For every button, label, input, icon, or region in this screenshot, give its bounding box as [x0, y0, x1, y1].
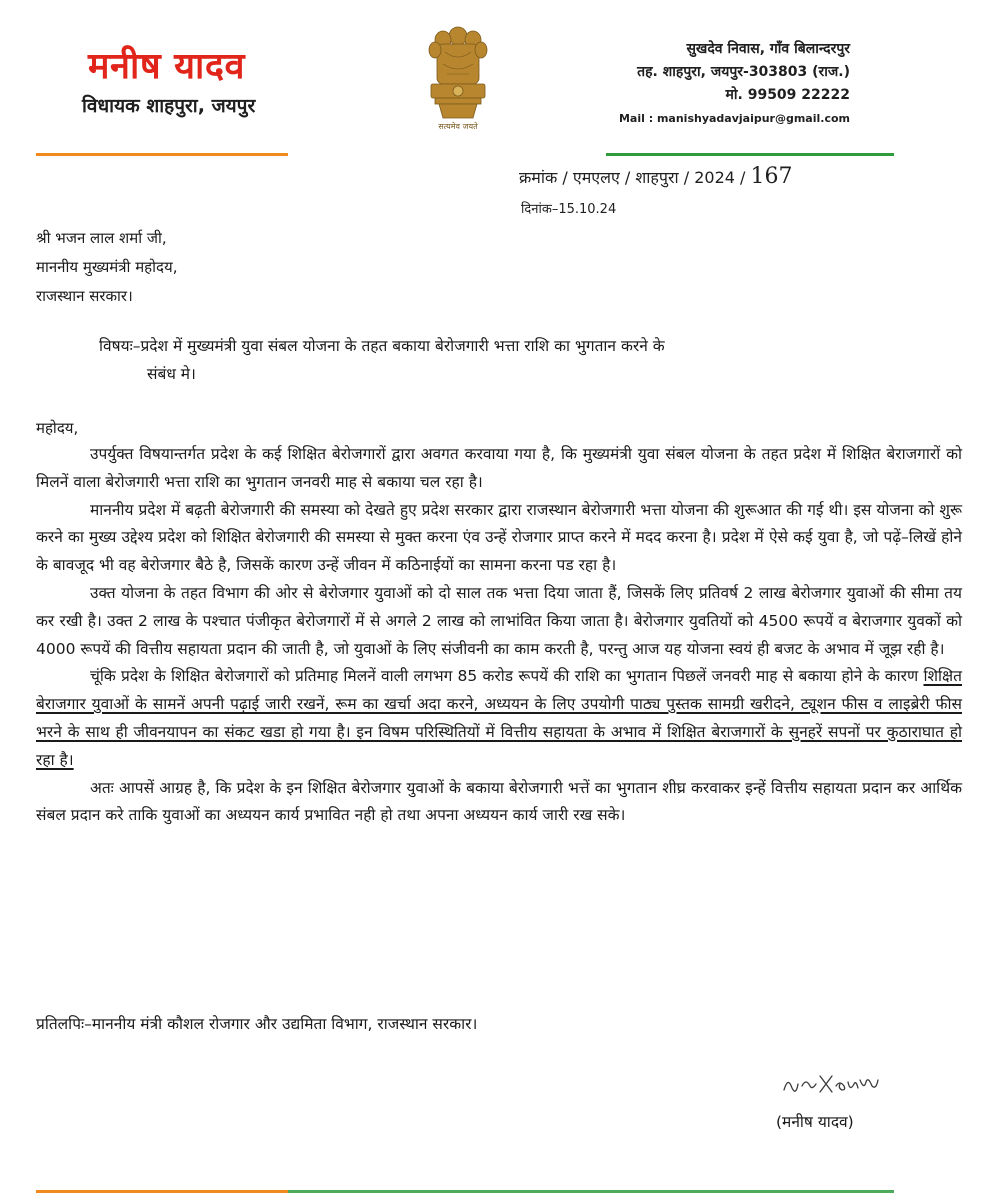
subject-line-2: संबंध मे। [147, 365, 196, 383]
body-paragraph-2: माननीय प्रदेश में बढ़ती बेरोजगारी की समस्या को देखते हुए प्रदेश सरकार द्वारा राजस्थान बेरोजगारी भत्ता योजना की शुरूआत की गई थी। इस योजना को शुरू करने का मुख्य उद्देश्य प्रदेश को शिक्षित बेरोजगारी की समस्या से मुक्त करना एंव उन्हें रोजगार प्राप्त करने में मदद करना है। प्रदेश में ऐसे कई युवा है, जो पढ़ें–लिखें होने के बावजूद भी वह बेरोजगार बैठे है, जिसकें कारण उन्हें जीवन में कठिनाईयों का सामना करना पड रहा है। [36, 500, 962, 575]
copy-to: प्रतिलपिः–माननीय मंत्री कौशल रोजगार और उद्यमिता विभाग, राजस्थान सरकार। [36, 1015, 478, 1033]
body-paragraph-3: उक्त योजना के तहत विभाग की ओर से बेरोजगार युवाओं को दो साल तक भत्ता दिया जाता हैं, जिसकें लिए प्रतिवर्ष 2 लाख बेरोजगार युवाओं की सीमा तय कर रखी है। उक्त 2 लाख के पश्चात पंजीकृत बेरोजगारों में से अगले 2 लाख को लाभांवित किया जाता है। बेरोजगार युवतियों को 4500 रूपयें व बेराजगार युवकों को 4000 रूपयें की वित्तीय सहायता प्रदान की जाती है, जो युवाओं के लिए संजीवनी का काम करती है, परन्तु आज यह योजना स्वयं ही बजट के अभाव में जूझ रही है। [36, 583, 962, 658]
body-paragraph-4-underlined: शिक्षित बेराजगार युवाओं के सामनें अपनी पढ़ाई जारी रखनें, रूम का खर्चा अदा करने, अध्ययन के लिए उपयोगी पाठ्य पुस्तक सामग्री खरीदने, ट्यूशन फीस व लाइब्रेरी फीस भरने के साथ ही जीवनयापन का संकट खडा हो गया है। इन विषम परिस्थितियों में वित्तीय सहायता के अभाव में शिक्षित बेराजगारों के सुनहरें सपनों पर कुठाराघात हो रहा है। [36, 667, 962, 769]
handwritten-signature [780, 1062, 890, 1098]
emblem-motto: सत्यमेव जयते [438, 122, 478, 131]
signatory-name: (मनीष यादव) [776, 1113, 854, 1131]
subject-line-1: विषयः–प्रदेश में मुख्यमंत्री युवा संबल योजना के तहत बकाया बेरोजगारी भत्ता राशि का भुगतान करने के [99, 337, 665, 355]
salutation: महोदय, [36, 419, 79, 437]
body-paragraph-1: उपर्युक्त विषयान्तर्गत प्रदेश के कई शिक्षित बेरोजगारों द्वारा अवगत करवाया गया है, कि मुख्यमंत्री युवा संबल योजना के तहत प्रदेश में शिक्षित बेराजगारों को मिलनें वाला बेरोजगारी भत्ता राशि का भुगतान जनवरी माह से बकाया चल रहा है। [36, 445, 962, 491]
addressee-line-1: श्री भजन लाल शर्मा जी, [36, 229, 167, 247]
reference-serial: 167 [750, 164, 793, 189]
addressee-line-3: राजस्थान सरकार। [36, 287, 133, 305]
address-line-2: तह. शाहपुरा, जयपुर-303803 (राज.) [637, 64, 850, 80]
reference-prefix: क्रमांक / एमएलए / शाहपुरा / 2024 / [519, 168, 746, 187]
footer-rule-saffron [36, 1190, 288, 1193]
body-paragraph-5: अतः आपसें आग्रह है, कि प्रदेश के इन शिक्षित बेरोजगार युवाओं के बकाया बेरोजगारी भत्तें का भुगतान शीघ्र करवाकर इन्हें वित्तीय सहायता प्रदान कर आर्थिक संबल प्रदान करे ताकि युवाओं का अध्ययन कार्य प्रभावित नही हो तथा अपना अध्ययन कार्य जारी रख सके। [36, 778, 962, 825]
body-paragraph-4-start: चूंकि प्रदेश के शिक्षित बेरोजगारों को प्रतिमाह मिलनें वाली लगभग 85 करोड रूपयें की राशि का भुगतान पिछलें जनवरी माह से बकाया होने के कारण [90, 667, 924, 686]
body-paragraph-4 [36, 663, 962, 774]
letterhead-designation: विधायक शाहपुरा, जयपुर [82, 95, 256, 117]
letterhead-address [619, 38, 850, 130]
email-address: Mail : manishyadavjaipur@gmail.com [618, 112, 850, 125]
phone-number: मो. 99509 22222 [725, 87, 850, 103]
reference-number [519, 164, 793, 189]
letterhead-rule-saffron [36, 153, 288, 156]
letter-body [36, 441, 962, 830]
subject-block [99, 332, 944, 388]
addressee-line-2: माननीय मुख्यमंत्री महोदय, [36, 258, 178, 276]
letterhead-rule-green [606, 153, 894, 156]
letter-date: दिनांक–15.10.24 [521, 202, 617, 217]
address-line-1: सुखदेव निवास, गाँव बिलान्दरपुर [686, 41, 850, 57]
letterhead-name: मनीष यादव [88, 46, 246, 87]
addressee-block [36, 224, 177, 311]
